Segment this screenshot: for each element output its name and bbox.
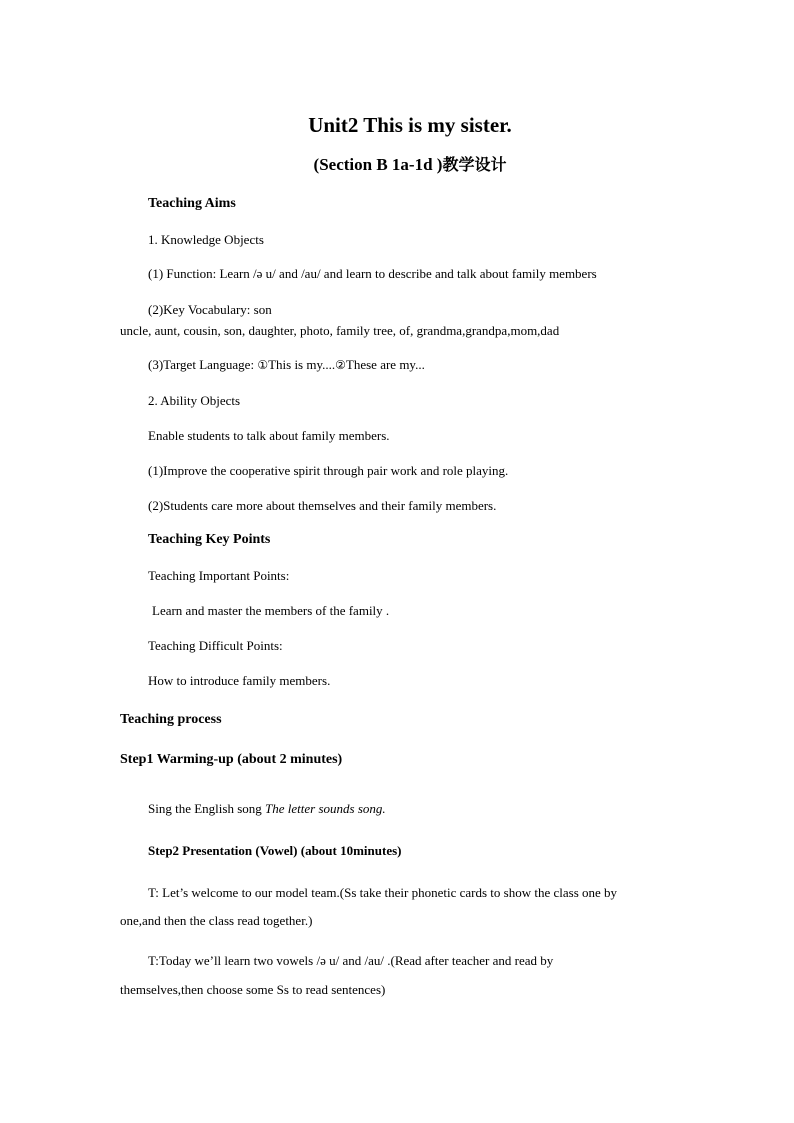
ability-line-3: (2)Students care more about themselves and their family members. <box>148 498 497 513</box>
document-title: Unit2 This is my sister. <box>308 113 512 137</box>
teaching-process-heading: Teaching process <box>120 712 222 727</box>
step2-heading: Step2 Presentation (Vowel) (about 10minutes) <box>148 843 402 858</box>
target-language-label: (3)Target Language: <box>148 357 258 372</box>
difficult-points-text: How to introduce family members. <box>148 673 331 688</box>
key-vocabulary-list: uncle, aunt, cousin, son, daughter, photo, family tree, of, grandma,grandpa,mom,dad <box>120 323 560 338</box>
teaching-aims-heading: Teaching Aims <box>148 196 236 211</box>
subtitle-chinese: 教学设计 <box>442 155 507 174</box>
step2-paragraph-1-line-2: one,and then the class read together.) <box>120 913 313 928</box>
important-points-label: Teaching Important Points: <box>148 568 290 583</box>
target-language-item-1: This is my.... <box>268 357 336 372</box>
step2-paragraph-2-line-1: T:Today we’ll learn two vowels /ə u/ and /au/ .(Read after teacher and read by <box>148 953 554 968</box>
subtitle-section: (Section B 1a-1d ) <box>313 155 443 174</box>
ability-line-1: Enable students to talk about family members. <box>148 428 390 443</box>
key-points-heading: Teaching Key Points <box>148 532 271 547</box>
knowledge-objects-heading: 1. Knowledge Objects <box>148 232 264 247</box>
difficult-points-label: Teaching Difficult Points: <box>148 638 283 653</box>
step1-line <box>148 801 386 817</box>
step1-heading: Step1 Warming-up (about 2 minutes) <box>120 752 343 767</box>
ability-objects-heading: 2. Ability Objects <box>148 393 241 408</box>
target-language-line <box>148 357 425 373</box>
ability-line-2: (1)Improve the cooperative spirit through pair work and role playing. <box>148 463 509 478</box>
target-language-item-2: These are my... <box>345 357 425 372</box>
song-title: The letter sounds song. <box>265 801 386 816</box>
circled-two-marker: ② <box>335 358 346 372</box>
step2-paragraph-1-line-1: T: Let’s welcome to our model team.(Ss take their phonetic cards to show the class one by <box>148 885 618 900</box>
circled-one-marker: ① <box>257 358 269 372</box>
important-points-text: Learn and master the members of the family . <box>152 603 390 618</box>
step2-paragraph-2-line-2: themselves,then choose some Ss to read sentences) <box>120 982 386 997</box>
key-vocabulary-label: (2)Key Vocabulary: son <box>148 302 272 317</box>
document-subtitle <box>0 154 794 176</box>
function-line: (1) Function: Learn /ə u/ and /au/ and learn to describe and talk about family members <box>148 266 597 281</box>
step1-text: Sing the English song <box>148 801 266 816</box>
